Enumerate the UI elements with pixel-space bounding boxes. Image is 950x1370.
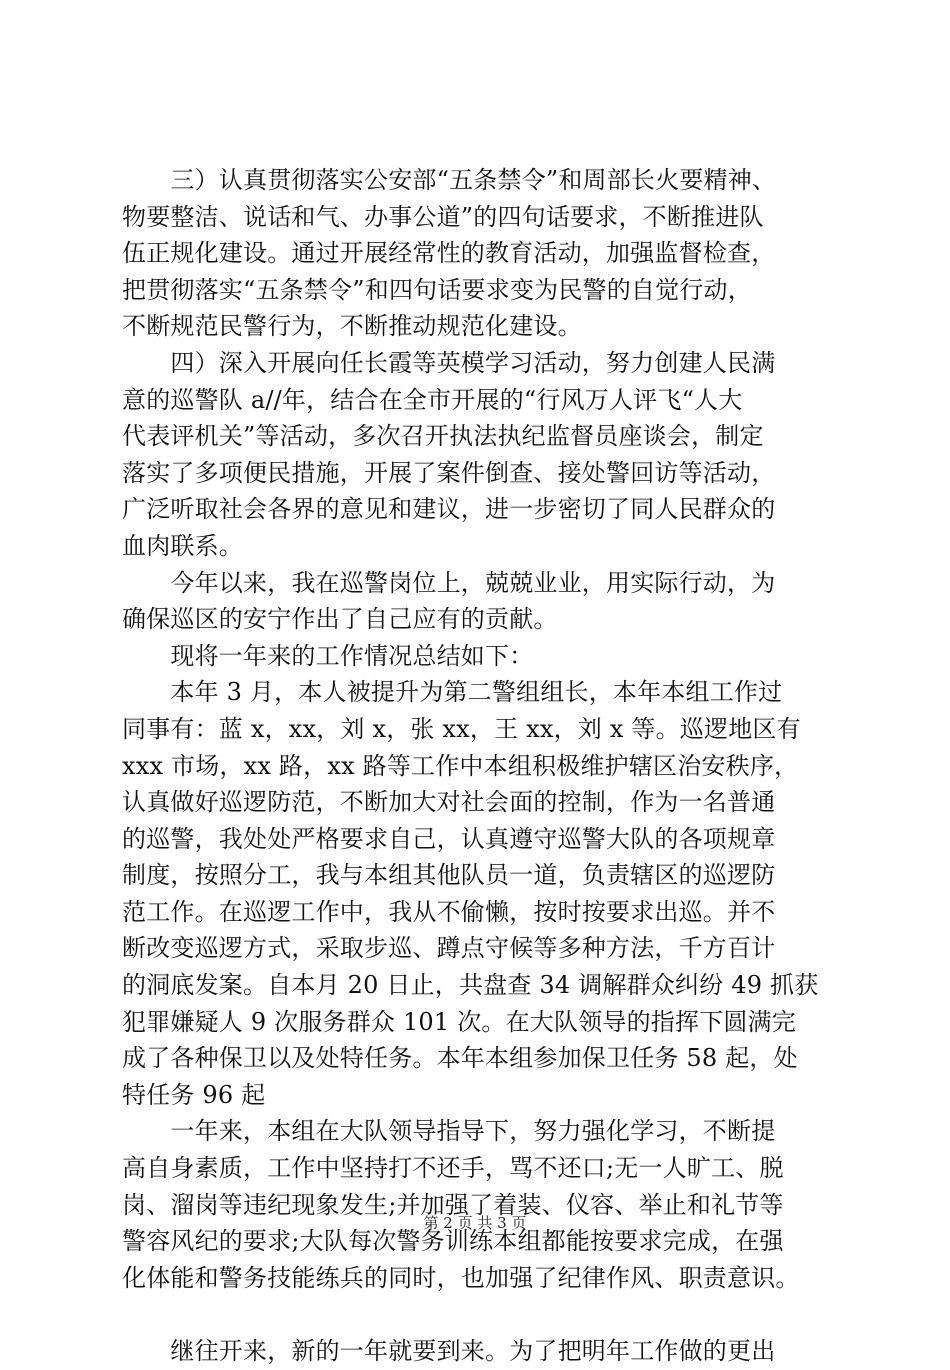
text-line: 血肉联系。 <box>122 531 243 560</box>
page-number-label: 第 2 页 共 3 页 <box>423 1214 527 1232</box>
text-line: 三）认真贯彻落实公安部“五条禁令”和周部长火要精神、 <box>122 166 777 194</box>
text-line: 岗、溜岗等违纪现象发生;并加强了着装、仪容、举止和礼节等 <box>122 1190 784 1219</box>
text-line: 广泛听取社会各界的意见和建议，进一步密切了同人民群众的 <box>122 495 776 524</box>
text-line: 代表评机关”等活动，多次召开执法执纪监督员座谈会，制定 <box>122 422 764 451</box>
text-line: 今年以来，我在巡警岗位上，兢兢业业，用实际行动，为 <box>122 568 776 597</box>
text-line: 特任务 96 起 <box>122 1080 266 1109</box>
text-line: 高自身素质，工作中坚持打不还手，骂不还口;无一人旷工、脱 <box>122 1154 784 1183</box>
text-line: xxx 市场，xx 路，xx 路等工作中本组积极维护辖区治安秩序， <box>122 751 799 780</box>
text-line: 确保巡区的安宁作出了自己应有的贡献。 <box>122 605 558 634</box>
text-line: 警容风纪的要求;大队每次警务训练本组都能按要求完成，在强 <box>122 1227 784 1256</box>
text-line: 继往开来，新的一年就要到来。为了把明年工作做的更出 <box>122 1337 776 1365</box>
text-line: 物要整洁、说话和气、办事公道”的四句话要求，不断推进队 <box>122 202 764 231</box>
text-line: 制度，按照分工，我与本组其他队员一道，负责辖区的巡逻防 <box>122 861 776 890</box>
text-line: 断改变巡逻方式，采取步巡、蹲点守候等多种方法，千方百计 <box>122 934 776 963</box>
text-line: 伍正规化建设。通过开展经常性的教育活动，加强监督检查， <box>122 239 776 268</box>
text-line: 化体能和警务技能练兵的同时，也加强了纪律作风、职责意识。 <box>122 1263 800 1292</box>
text-line: 不断规范民警行为，不断推动规范化建设。 <box>122 312 582 341</box>
text-line: 成了各种保卫以及处特任务。本年本组参加保卫任务 58 起，处 <box>122 1044 798 1073</box>
paragraph-gap <box>122 1296 842 1333</box>
text-line: 把贯彻落实“五条禁令”和四句话要求变为民警的自觉行动， <box>122 275 752 304</box>
page-footer <box>0 1213 950 1233</box>
text-line: 的巡警，我处处严格要求自己，认真遵守巡警大队的各项规章 <box>122 824 776 853</box>
text-line: 认真做好巡逻防范，不断加大对社会面的控制，作为一名普通 <box>122 788 776 817</box>
text-line: 的洞底发案。自本月 20 日止，共盘查 34 调解群众纠纷 49 抓获 <box>122 971 819 1000</box>
text-line: 本年 3 月，本人被提升为第二警组组长，本年本组工作过 <box>122 678 783 707</box>
document-body <box>122 162 842 1370</box>
text-line: 落实了多项便民措施，开展了案件倒查、接处警回访等活动， <box>122 458 776 487</box>
text-line: 同事有：蓝 x，xx，刘 x，张 xx，王 xx，刘 x 等。巡逻地区有 <box>122 714 801 743</box>
text-line: 现将一年来的工作情况总结如下： <box>122 641 534 670</box>
text-line: 犯罪嫌疑人 9 次服务群众 101 次。在大队领导的指挥下圆满完 <box>122 1007 796 1036</box>
text-line: 一年来，本组在大队领导指导下，努力强化学习，不断提 <box>122 1117 776 1146</box>
text-line: 四）深入开展向任长霞等英模学习活动，努力创建人民满 <box>122 348 776 377</box>
text-line: 意的巡警队 a//年，结合在全市开展的“行风万人评飞“人大 <box>122 385 743 414</box>
text-line: 范工作。在巡逻工作中，我从不偷懒，按时按要求出巡。并不 <box>122 897 776 926</box>
